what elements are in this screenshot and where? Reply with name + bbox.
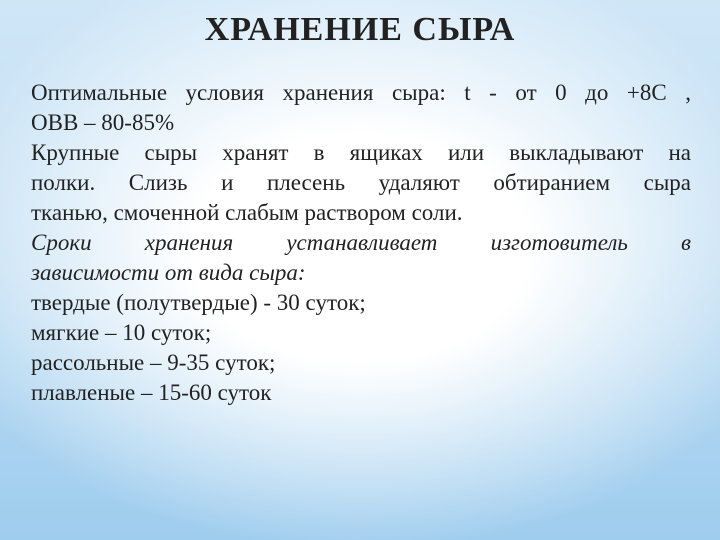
storage-conditions-line-1: Оптимальные условия хранения сыра: t - от 0 до +8С , [31, 80, 691, 105]
large-cheese-line-2: полки. Слизь и плесень удаляют обтиранием сыра [31, 170, 691, 195]
storage-conditions-line-2: ОВВ – 80-85% [31, 110, 175, 135]
shelf-life-intro-line-1: Сроки хранения устанавливает изготовитель в [31, 230, 691, 255]
shelf-life-hard-cheese: твердые (полутвердые) - 30 суток; [31, 290, 366, 315]
shelf-life-processed-cheese: плавленые – 15-60 суток [31, 380, 272, 405]
large-cheese-line-3: тканью, смоченной слабым раствором соли. [31, 200, 463, 225]
shelf-life-intro-line-2: зависимости от вида сыра: [31, 260, 306, 285]
shelf-life-soft-cheese: мягкие – 10 суток; [31, 320, 212, 345]
slide-title: ХРАНЕНИЕ СЫРА [204, 11, 516, 48]
shelf-life-brine-cheese: рассольные – 9-35 суток; [31, 350, 276, 375]
large-cheese-line-1: Крупные сыры хранят в ящиках или выкладывают на [31, 140, 691, 165]
slide-content [31, 78, 691, 408]
